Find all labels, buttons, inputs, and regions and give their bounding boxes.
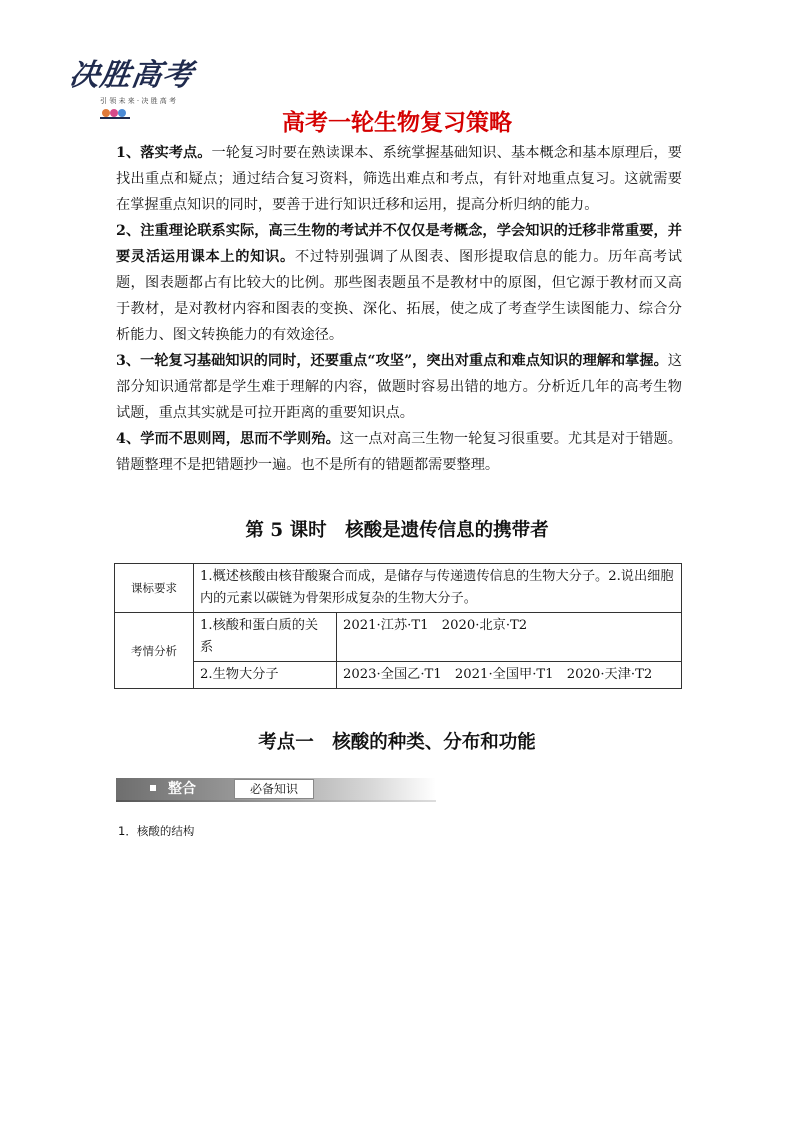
intro-body-3: 这部分知识通常都是学生难于理解的内容，做题时容易出错的地方。分析近几年的高考生物试题，重点其实就是可拉开距离的重要知识点。 [116,353,682,421]
req-label: 课标要求 [115,564,194,613]
intro-paragraph-4 [116,426,682,478]
banner-underline [116,800,436,802]
key-point-title: 考点一 核酸的种类、分布和功能 [258,732,536,753]
exam-years-2: 2023·全国乙·T1 2021·全国甲·T1 2020·天津·T2 [337,662,682,689]
table-row [115,662,682,689]
intro-lead-1: 1、落实考点。 [116,145,212,161]
intro-lead-3: 3、一轮复习基础知识的同时，还要重点“攻坚”，突出对重点和难点知识的理解和掌握。 [116,353,668,369]
banner-tag: 必备知识 [234,779,314,799]
table-row [115,564,682,613]
intro-body-4: 这一点对高三生物一轮复习很重要。尤其是对于错题。错题整理不是把错题抄一遍。也不是所有的错题都需要整理。 [116,431,682,473]
banner-label [116,778,234,800]
exam-topic-1: 1.核酸和蛋白质的关系 [194,613,337,662]
intro-lead-2: 2、注重理论联系实际，高三生物的考试并不仅仅是考概念，学会知识的迁移非常重要，并要灵活运用课本上的知识。 [116,223,682,265]
exam-topic-2: 2.生物大分子 [194,662,337,689]
table-row [115,613,682,662]
logo-text: 决胜高考 [67,58,196,93]
section-banner [116,778,436,802]
lesson-title: 第 5 课时 核酸是遗传信息的携带者 [245,520,549,541]
requirements-table [114,563,682,689]
intro-paragraph-2 [116,218,682,348]
banner-label-text: 整合 [168,781,196,797]
exam-label: 考情分析 [115,613,194,689]
main-title: 高考一轮生物复习策略 [282,110,512,136]
logo-slogan: 引 领 未 来 · 决 胜 高 考 [100,97,177,105]
intro-section [116,140,682,478]
exam-years-1: 2021·江苏·T1 2020·北京·T2 [337,613,682,662]
intro-lead-4: 4、学而不思则罔，思而不学则殆。 [116,431,340,447]
intro-body-2: 不过特别强调了从图表、图形提取信息的能力。历年高考试题，图表题都占有比较大的比例。那些图表题虽不是教材中的原图，但它源于教材而又高于教材，是对教材内容和图表的变换、深化、拓展，使之成了考查学生读图能力、综合分析能力、图文转换能力的有效途径。 [116,249,682,343]
intro-paragraph-1 [116,140,682,218]
square-bullet-icon [150,785,156,791]
req-text: 1.概述核酸由核苷酸聚合而成，是储存与传递遗传信息的生物大分子。2.说出细胞内的元素以碳链为骨架形成复杂的生物大分子。 [194,564,682,613]
intro-paragraph-3 [116,348,682,426]
subsection-heading: 1．核酸的结构 [118,824,195,838]
intro-body-1: 一轮复习时要在熟读课本、系统掌握基础知识、基本概念和基本原理后，要找出重点和疑点；通过结合复习资料，筛选出难点和考点，有针对地重点复习。这就需要在掌握重点知识的同时，要善于进行知识迁移和运用，提高分析归纳的能力。 [116,145,682,213]
